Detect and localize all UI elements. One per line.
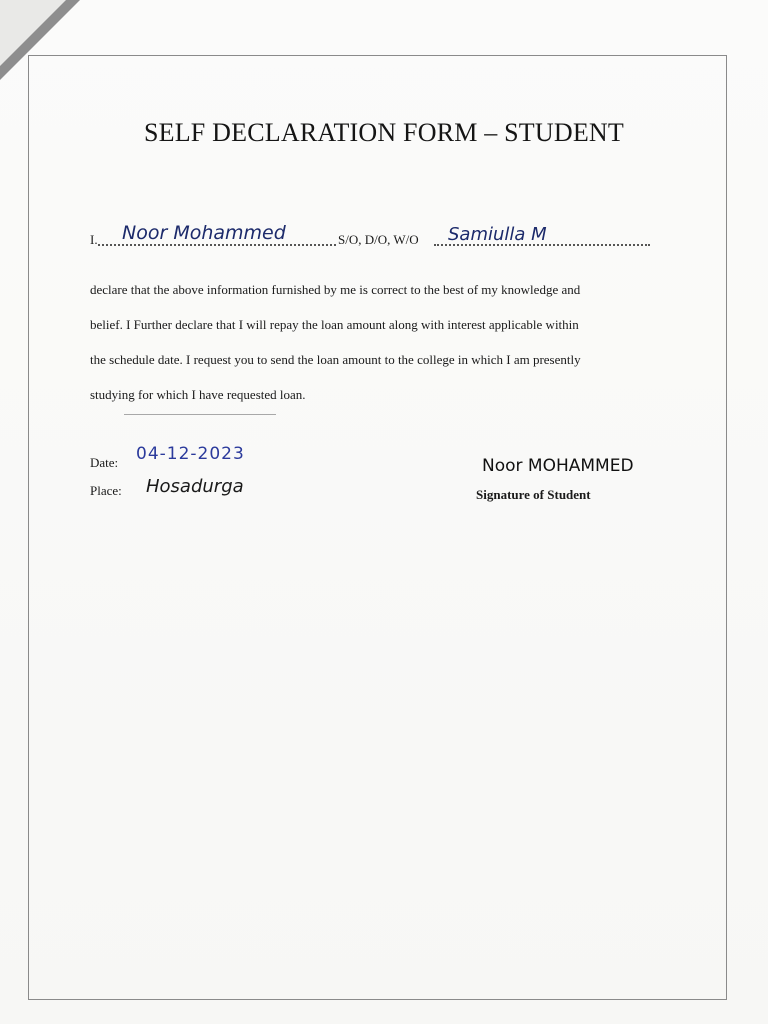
relation-label: S/O, D/O, W/O	[338, 232, 419, 247]
handwritten-name: Noor Mohammed	[122, 222, 286, 244]
place-value: Hosadurga	[146, 476, 244, 497]
signature-caption: Signature of Student	[476, 487, 591, 502]
name-dotted-line	[98, 244, 336, 246]
date-value: 04-12-2023	[136, 444, 245, 464]
declaration-line: belief. I Further declare that I will repay the loan amount along with interest applicable within	[90, 317, 579, 332]
declaration-line: declare that the above information furnished by me is correct to the best of my knowledge and	[90, 282, 581, 297]
name-prefix: I.	[90, 232, 98, 247]
form-title: SELF DECLARATION FORM – STUDENT	[143, 118, 624, 147]
handwritten-guardian: Samiulla M	[448, 224, 547, 245]
declaration-line: studying for which I have requested loan.	[90, 387, 306, 402]
student-signature: Noor MOHAMMED	[482, 456, 634, 476]
name-line	[90, 222, 650, 252]
place-label: Place:	[90, 483, 122, 498]
date-stamp-edge	[124, 414, 276, 415]
form-border	[28, 55, 727, 1000]
date-label: Date:	[90, 455, 119, 470]
declaration-line: the schedule date. I request you to send the loan amount to the college in which I am presently	[90, 352, 581, 367]
declaration-text	[90, 272, 655, 412]
